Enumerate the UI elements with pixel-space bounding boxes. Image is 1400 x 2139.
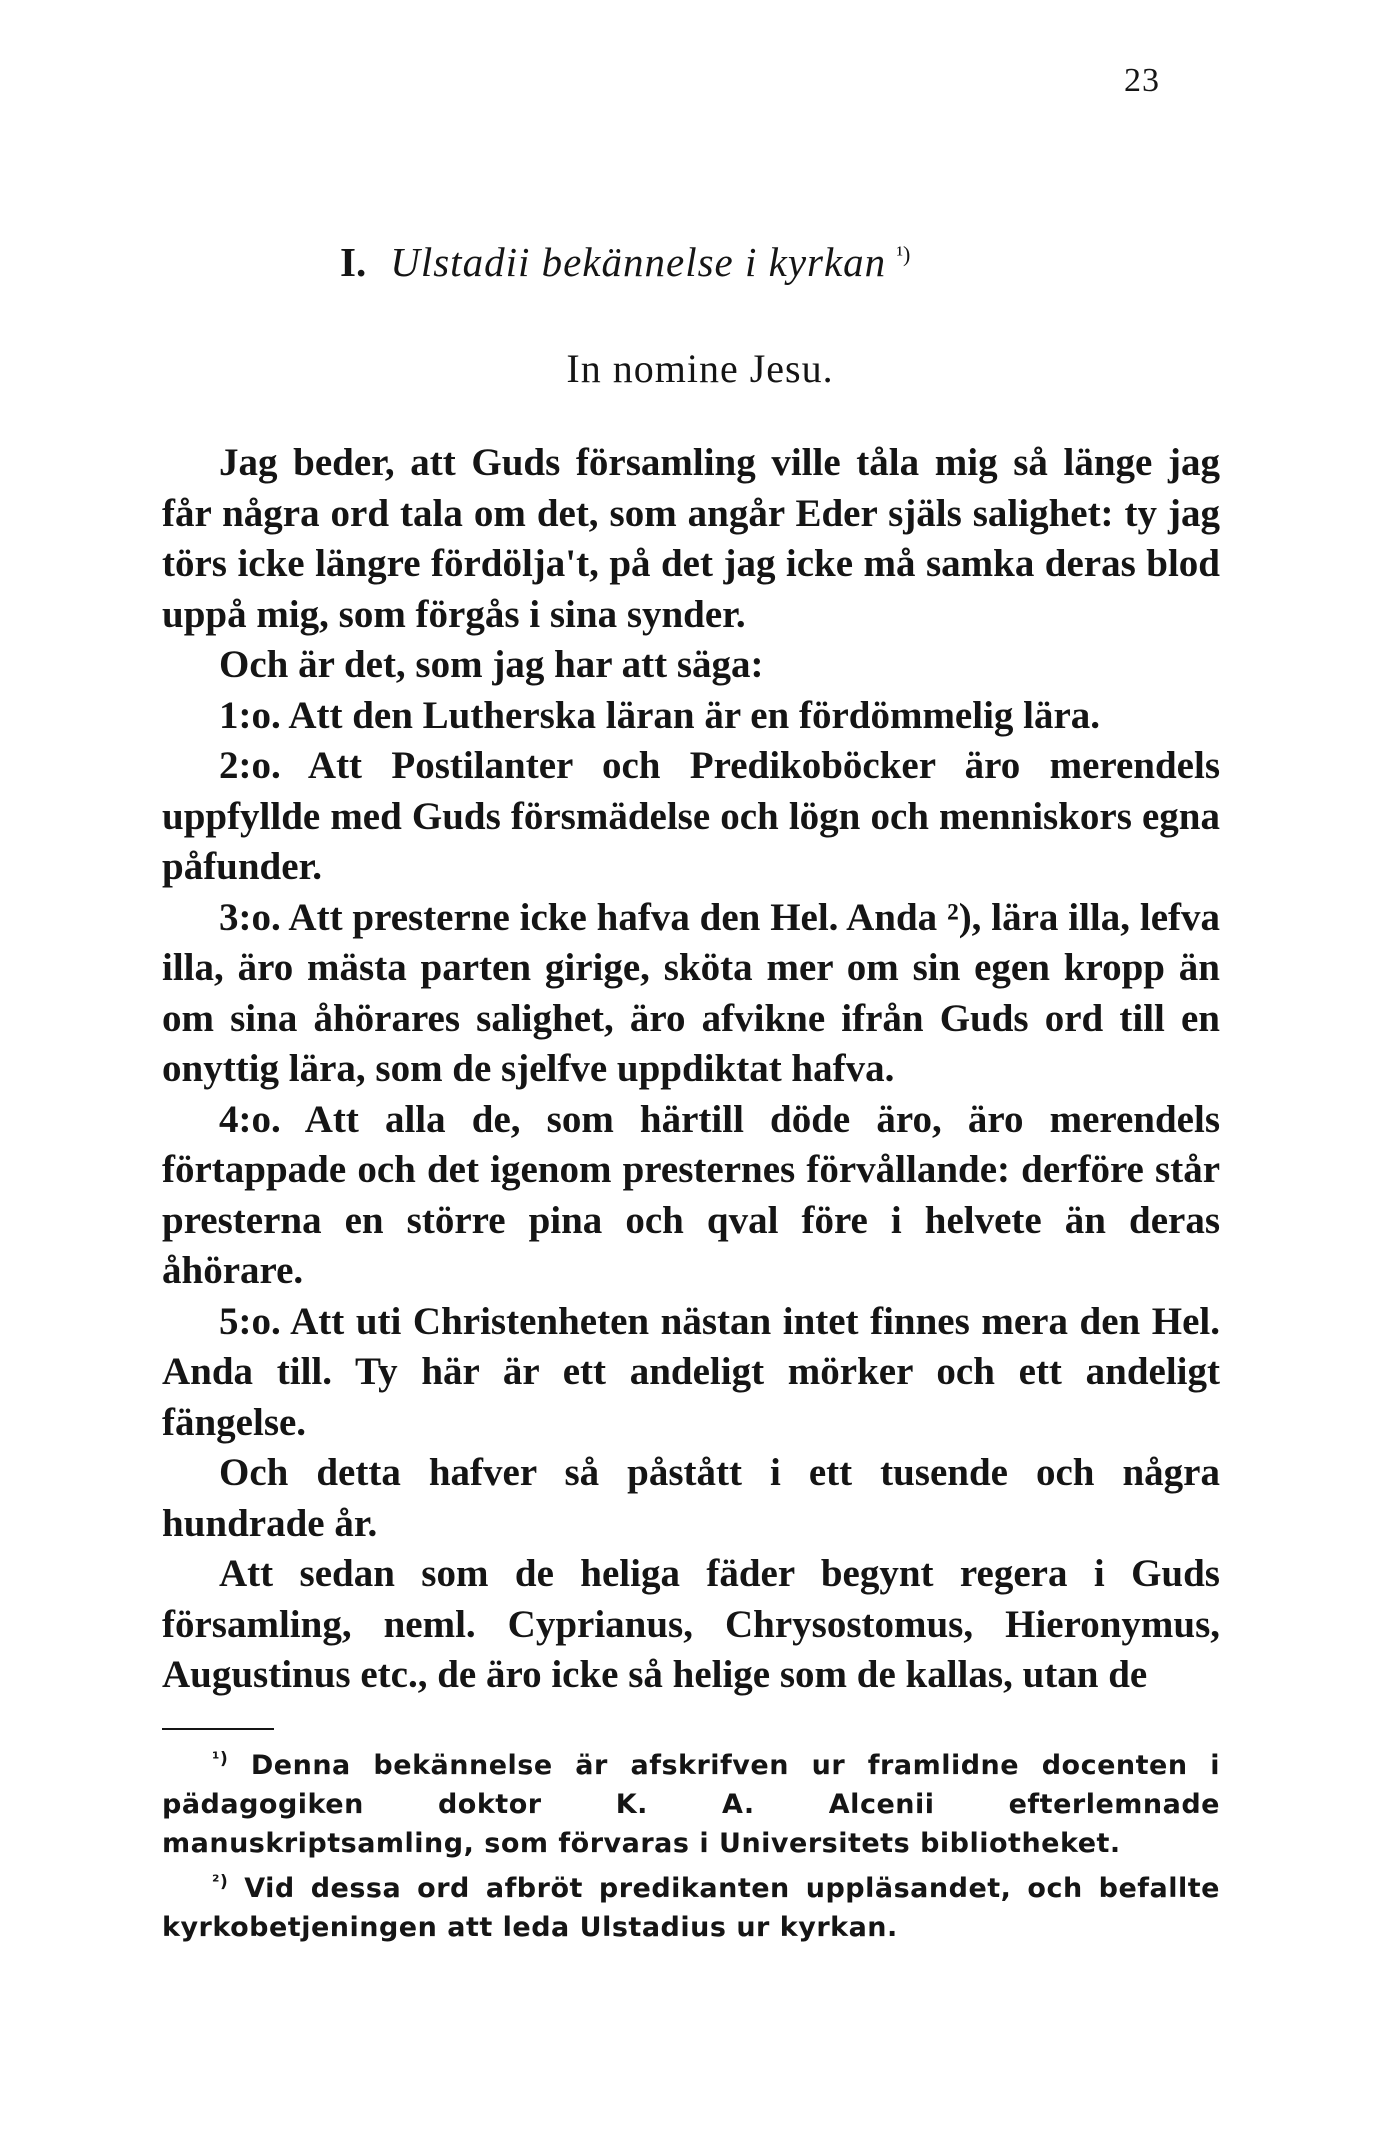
footnote-mark: ¹): [212, 1749, 229, 1769]
body-text: [162, 438, 1220, 1701]
paragraph: 5:o. Att uti Christenheten nästan intet finnes mera den Hel. Anda till. Ty här är ett andeligt mörker och ett andeligt fängelse.: [162, 1299, 1220, 1444]
title-footnote-mark: ¹): [896, 241, 911, 267]
paragraph: 2:o. Att Postilanter och Predikoböcker äro merendels uppfyllde med Guds försmädelse och lögn och menniskors egna påfunder.: [162, 744, 1220, 888]
footnote-mark: ²): [212, 1872, 229, 1892]
paragraph: 3:o. Att presterne icke hafva den Hel. Anda ²), lära illa, lefva illa, äro mästa parten girige, sköta mer om sin egen kropp än om sina åhörares salighet, äro afvikne ifrån Guds ord till en onyttig lära, som de sjelfve uppdiktat hafva.: [162, 895, 1220, 1090]
footnotes: [162, 1740, 1220, 1947]
footnote-divider: [162, 1728, 274, 1730]
paragraph: Jag beder, att Guds församling ville tåla mig så länge jag får några ord tala om det, som angår Eder själs salighet: ty jag törs icke längre fördölja't, på det jag icke må samka deras blod uppå mig, som förgås i sina synder.: [162, 441, 1220, 636]
section-title: [340, 238, 910, 286]
subtitle: In nomine Jesu.: [566, 346, 834, 391]
section-number: I.: [340, 239, 367, 285]
paragraph: Och detta hafver så påstått i ett tusende och några hundrade år.: [162, 1451, 1220, 1545]
footnote: [162, 1863, 1220, 1947]
page-number: 23: [1124, 62, 1160, 99]
paragraph: Och är det, som jag har att säga:: [219, 643, 764, 686]
section-title-text: Ulstadii bekännelse i kyrkan: [390, 239, 887, 285]
paragraph: 1:o. Att den Lutherska läran är en fördömmelig lära.: [219, 693, 1101, 737]
footnote: [162, 1740, 1220, 1863]
footnote-text: Denna bekännelse är afskrifven ur framlidne docenten i pädagogiken doktor K. A. Alcenii efterlemnade manuskriptsamling, som förvaras i Universitets bibliotheket.: [162, 1750, 1221, 1859]
footnote-text: Vid dessa ord afbröt predikanten uppläsandet, och befallte kyrkobetjeningen att leda Ulstadius ur kyrkan.: [162, 1873, 1220, 1943]
paragraph: Att sedan som de heliga fäder begynt regera i Guds församling, neml. Cyprianus, Chrysostomus, Hieronymus, Augustinus etc., de äro icke så helige som de kallas, utan de: [162, 1552, 1220, 1696]
paragraph: 4:o. Att alla de, som härtill döde äro, äro merendels förtappade och det igenom presternes förvållande: derföre står presterna en större pina och qval före i helvete än deras åhörare.: [162, 1097, 1220, 1292]
